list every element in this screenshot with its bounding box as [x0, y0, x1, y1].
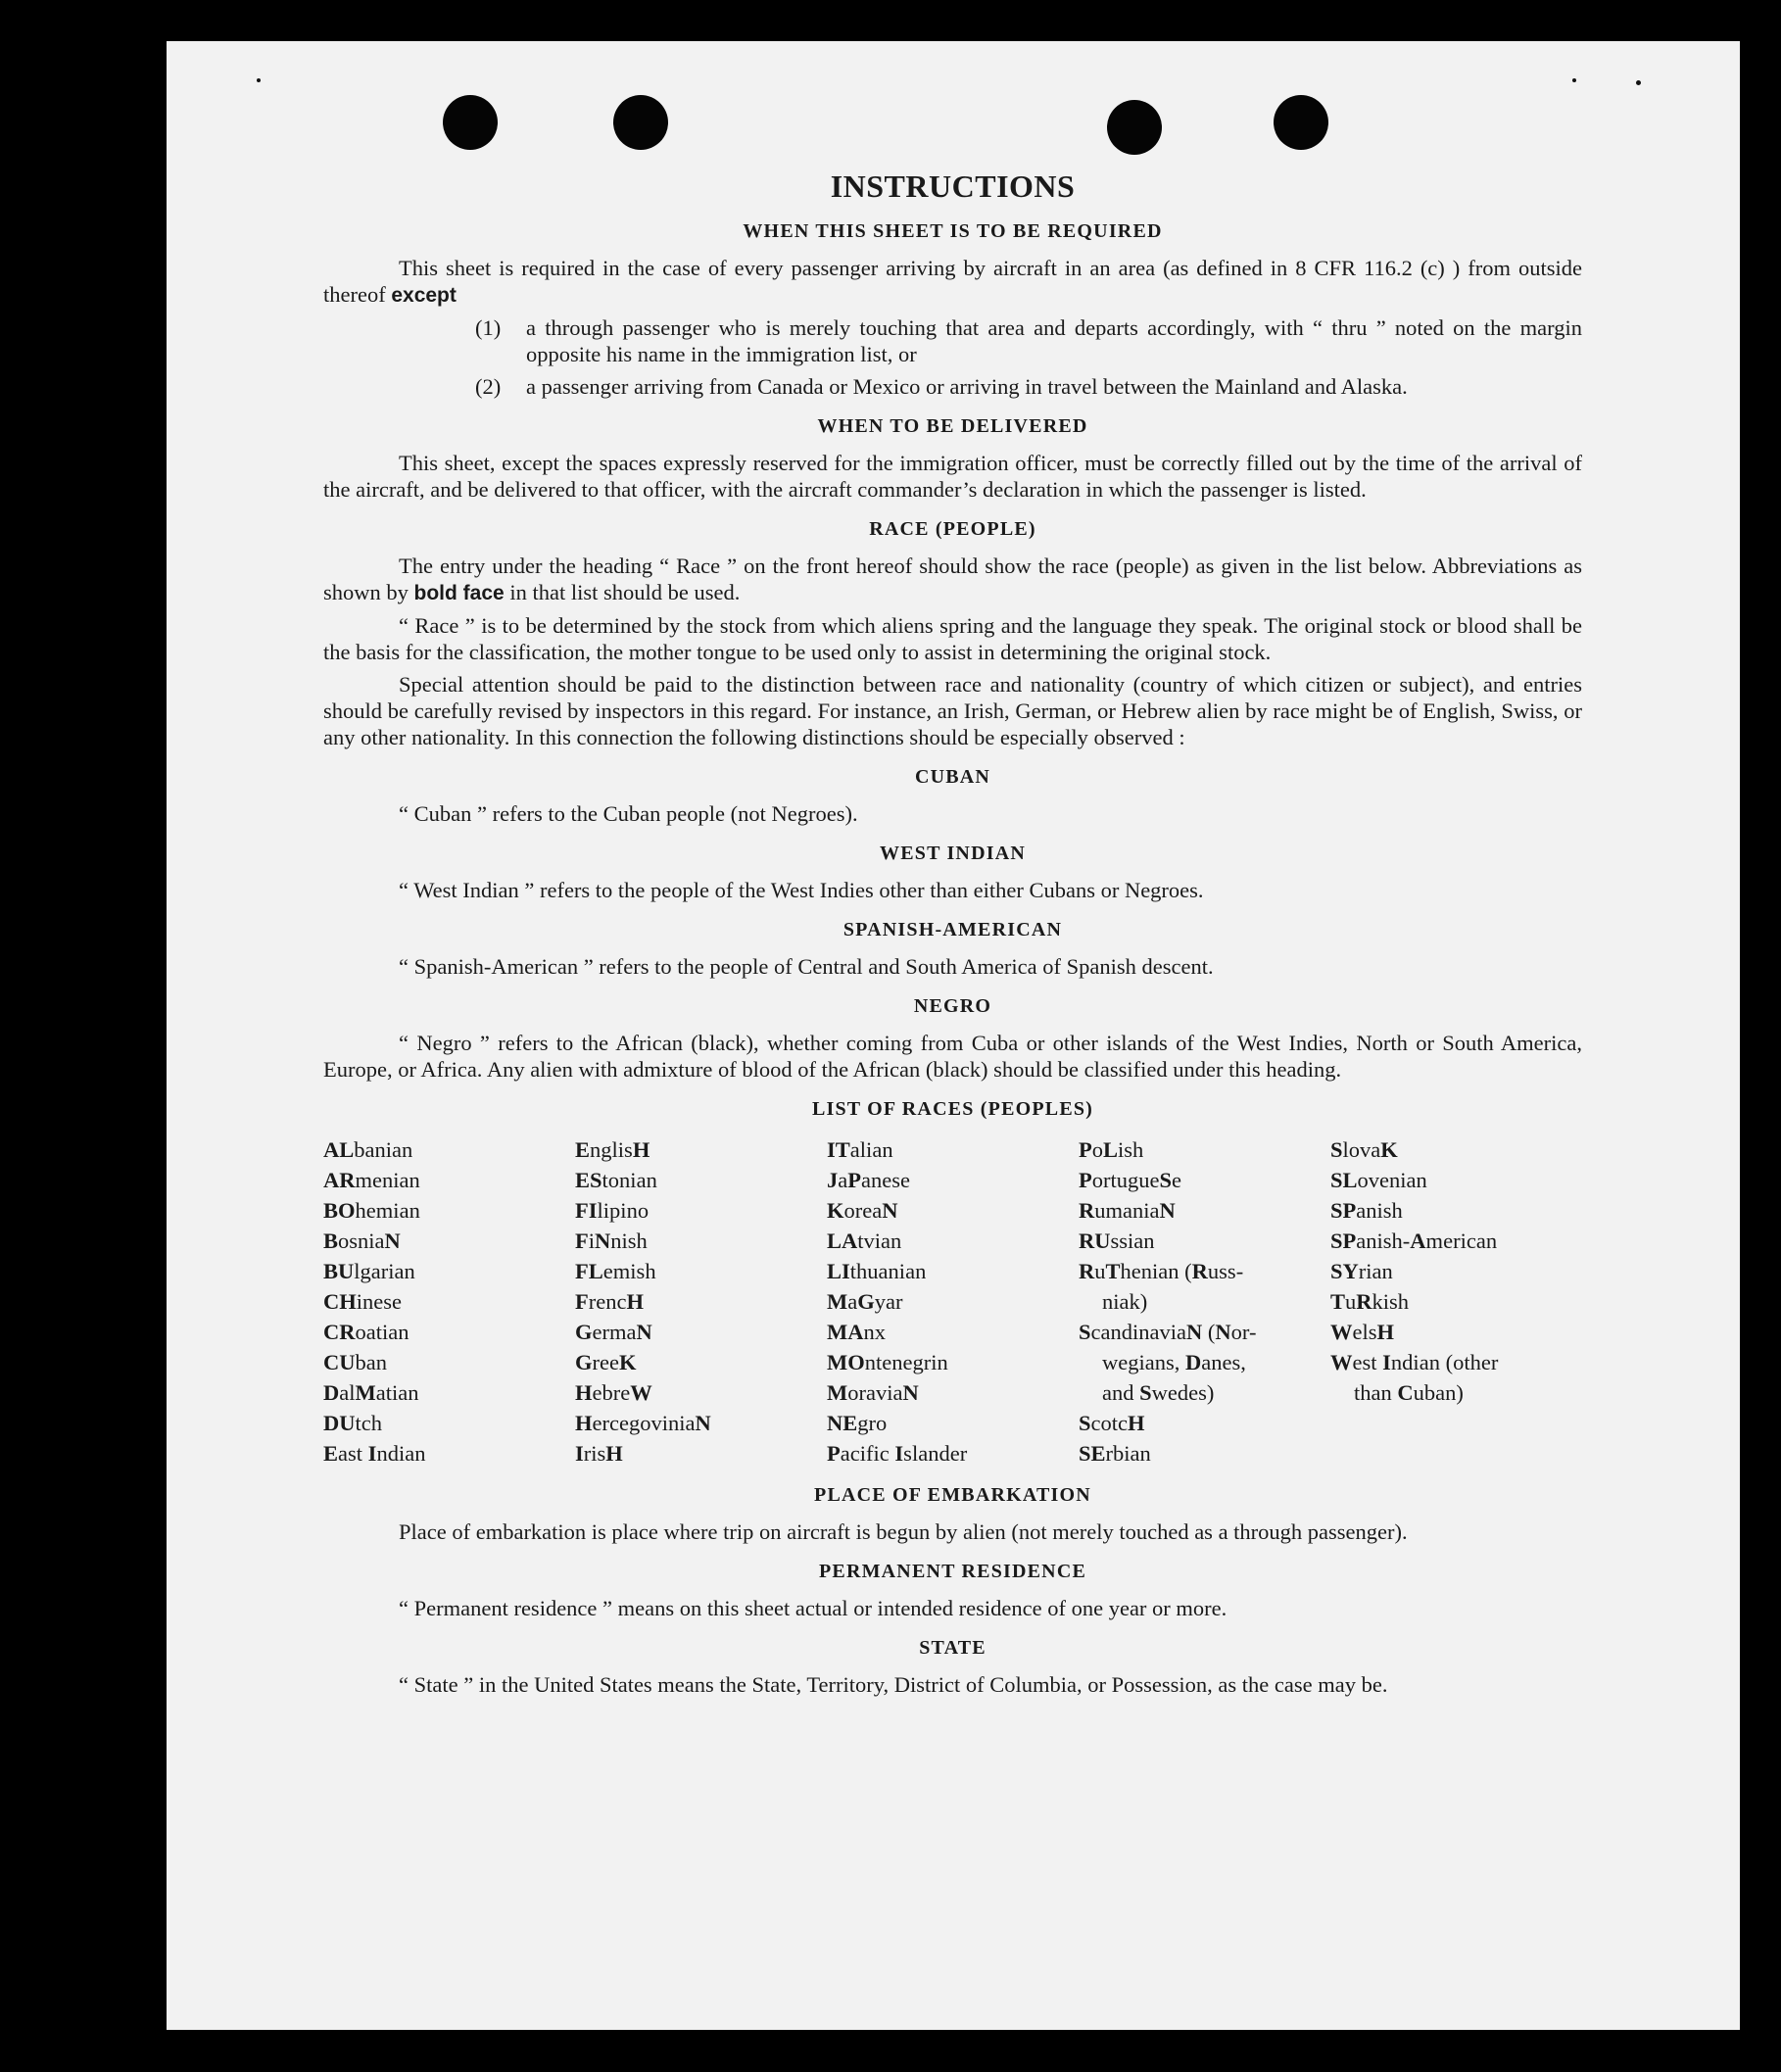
item-number: (2) — [475, 374, 502, 399]
race-entry: MoraviaN — [827, 1380, 919, 1405]
race-entry: SPanish-American — [1330, 1229, 1498, 1253]
race-entry: FiNnish — [575, 1229, 648, 1253]
race-entry: MaGyar — [827, 1289, 903, 1314]
race-entry: MAnx — [827, 1320, 886, 1344]
race-entry: TuRkish — [1330, 1289, 1410, 1314]
race-entry: KoreaN — [827, 1198, 898, 1223]
race-paragraph-1: The entry under the heading “ Race ” on the front hereof should show the race (people) as given in the list below. Abbreviations as shown by bold face in that list should be used. — [323, 554, 1582, 604]
document-sheet — [167, 41, 1740, 2030]
race-entry: SErbian — [1079, 1441, 1151, 1466]
race-column-5 — [1330, 1134, 1582, 1469]
heading-west-indian: WEST INDIAN — [880, 843, 1026, 864]
punch-hole-2 — [613, 95, 668, 150]
race-entry: NEgro — [827, 1411, 888, 1435]
race-column-4 — [1079, 1134, 1330, 1469]
race-entry: HebreW — [575, 1380, 652, 1405]
race-paragraph-2: “ Race ” is to be determined by the stock from which aliens spring and the language they speak. The original stock or blood shall be the basis for the classification, the mother tongue to be used only to assist in determining the original stock. — [323, 613, 1582, 664]
heading-negro: NEGRO — [913, 995, 992, 1017]
race-entry: niak) — [1102, 1289, 1148, 1314]
heading-when-delivered: WHEN TO BE DELIVERED — [817, 415, 1088, 437]
punch-hole-4 — [1274, 95, 1328, 150]
race-column-2 — [575, 1134, 827, 1469]
race-entry: MOntenegrin — [827, 1350, 948, 1374]
race-entry: RumaniaN — [1079, 1198, 1176, 1223]
race-column-3 — [827, 1134, 1079, 1469]
race-entry: ScotcH — [1079, 1411, 1145, 1435]
race-entry: GreeK — [575, 1350, 637, 1374]
west-indian-text: “ West Indian ” refers to the people of the West Indies other than either Cubans or Negroes. — [399, 878, 1204, 902]
race-entry: SPanish — [1330, 1198, 1403, 1223]
race-entry: CUban — [323, 1350, 387, 1374]
race-entry: FIlipino — [575, 1198, 650, 1223]
race-entry: West Indian (other — [1330, 1350, 1499, 1374]
heading-cuban: CUBAN — [914, 766, 991, 788]
except-bold: except — [391, 284, 457, 307]
race-entry: SlovaK — [1330, 1137, 1398, 1162]
race-entry: IrisH — [575, 1441, 623, 1466]
race-entry: than Cuban) — [1354, 1380, 1464, 1405]
heading-list-of-races: LIST OF RACES (PEOPLES) — [811, 1098, 1094, 1120]
cuban-text: “ Cuban ” refers to the Cuban people (not Negroes). — [399, 801, 858, 826]
race-entry: WelsH — [1330, 1320, 1395, 1344]
heading-embarkation: PLACE OF EMBARKATION — [814, 1484, 1091, 1506]
item-text: a passenger arriving from Canada or Mexico or arriving in travel between the Mainland and Alaska. — [526, 374, 1408, 399]
race-entry: CRoatian — [323, 1320, 409, 1344]
race-entry: FrencH — [575, 1289, 645, 1314]
exception-item-2 — [475, 373, 1582, 400]
instructions-content — [323, 169, 1582, 1704]
race-entry: EnglisH — [575, 1137, 650, 1162]
race-entry: LAtvian — [827, 1229, 902, 1253]
race-entry: RUssian — [1079, 1229, 1155, 1253]
race-entry: wegians, Danes, — [1102, 1350, 1246, 1374]
race-entry: DUtch — [323, 1411, 383, 1435]
speck — [1636, 80, 1641, 85]
punch-hole-1 — [443, 95, 498, 150]
race-entry: EStonian — [575, 1168, 657, 1192]
heading-spanish-american: SPANISH-AMERICAN — [842, 919, 1063, 940]
race-entry: ITalian — [827, 1137, 893, 1162]
heading-permanent-residence: PERMANENT RESIDENCE — [818, 1561, 1087, 1582]
race-entry: BUlgarian — [323, 1259, 415, 1283]
race-entry: ScandinaviaN (Nor- — [1079, 1320, 1257, 1344]
race-entry: JaPanese — [827, 1168, 911, 1192]
race-entry: Pacific Islander — [827, 1441, 968, 1466]
race-entry: East Indian — [323, 1441, 426, 1466]
heading-state: STATE — [919, 1637, 987, 1659]
bold-face-text: bold face — [413, 582, 505, 604]
race-entry: PortugueSe — [1079, 1168, 1182, 1192]
when-delivered-text: This sheet, except the spaces expressly reserved for the immigration officer, must be correctly filled out by the time of the arrival of the aircraft, and be delivered to that officer, with the aircraft commander’s declaration in which the passenger is listed. — [323, 451, 1582, 502]
page-title: INSTRUCTIONS — [830, 169, 1076, 204]
item-number: (1) — [475, 315, 502, 340]
negro-text: “ Negro ” refers to the African (black), whether coming from Cuba or other islands of the West Indies, North or South America, Europe, or Africa. Any alien with admixture of blood of the African (black) should be classified under this heading. — [323, 1031, 1582, 1082]
race-entry: HercegoviniaN — [575, 1411, 711, 1435]
race-paragraph-3: Special attention should be paid to the distinction between race and nationality (country of which citizen or subject), and entries should be carefully revised by inspectors in this regard. For instance, an Irish, German, or Hebrew alien by race might be of English, Swiss, or any other nationality. In this connection the following distinctions should be especially observed : — [323, 672, 1582, 749]
residence-text: “ Permanent residence ” means on this sheet actual or intended residence of one year or more. — [399, 1596, 1227, 1620]
state-text: “ State ” in the United States means the State, Territory, District of Columbia, or Possession, as the case may be. — [399, 1672, 1388, 1697]
heading-race: RACE (PEOPLE) — [869, 518, 1036, 540]
race-entry: FLemish — [575, 1259, 656, 1283]
race-entry: GermaN — [575, 1320, 652, 1344]
race-entry: CHinese — [323, 1289, 403, 1314]
race-column-1 — [323, 1134, 575, 1469]
heading-when-required: WHEN THIS SHEET IS TO BE REQUIRED — [743, 220, 1163, 242]
race-entry: DalMatian — [323, 1380, 419, 1405]
exception-item-1 — [475, 314, 1582, 367]
race-entry: PoLish — [1079, 1137, 1144, 1162]
race-entry: SYrian — [1330, 1259, 1393, 1283]
race-entry: ALbanian — [323, 1137, 413, 1162]
race-entry: RuThenian (Russ- — [1079, 1259, 1244, 1283]
punch-hole-3 — [1107, 100, 1162, 155]
race-entry: BosniaN — [323, 1229, 401, 1253]
race-entry: LIthuanian — [827, 1259, 927, 1283]
race-entry: and Swedes) — [1102, 1380, 1215, 1405]
race-entry: ARmenian — [323, 1168, 420, 1192]
race-entry: BOhemian — [323, 1198, 420, 1223]
race-entry: SLovenian — [1330, 1168, 1427, 1192]
race-list — [323, 1134, 1582, 1469]
item-text: a through passenger who is merely touching that area and departs accordingly, with “ thru ” noted on the margin opposite his name in the immigration list, or — [526, 315, 1582, 366]
embarkation-text: Place of embarkation is place where trip on aircraft is begun by alien (not merely touched as a through passenger). — [399, 1519, 1408, 1544]
speck — [1572, 78, 1576, 82]
speck — [257, 78, 261, 82]
when-required-text: This sheet is required in the case of every passenger arriving by aircraft in an area (as defined in 8 CFR 116.2 (c) ) from outside thereof except — [323, 256, 1582, 307]
spanish-american-text: “ Spanish-American ” refers to the people of Central and South America of Spanish descent. — [399, 954, 1214, 979]
